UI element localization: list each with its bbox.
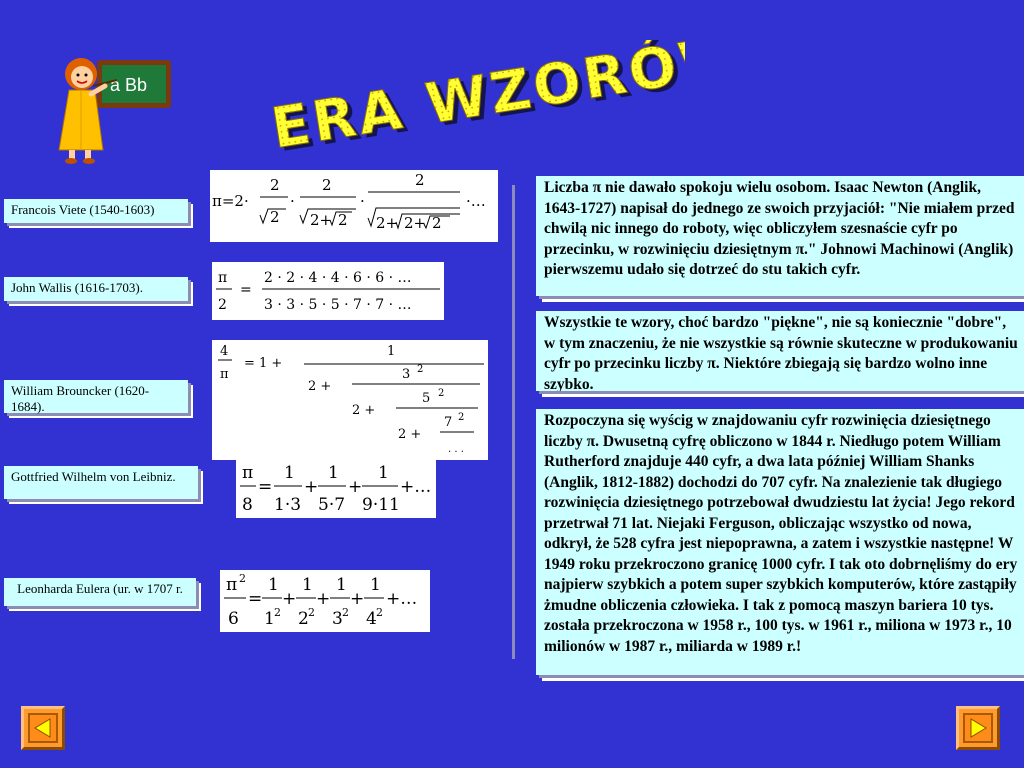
svg-text:+…: +…	[400, 477, 432, 497]
svg-text:9·11: 9·11	[362, 495, 400, 515]
svg-text:π: π	[242, 463, 254, 483]
svg-text:π: π	[220, 367, 229, 382]
svg-text:·…: ·…	[466, 192, 486, 210]
svg-text:2: 2	[322, 176, 332, 194]
svg-text:1·3: 1·3	[274, 495, 302, 515]
svg-text:8: 8	[242, 495, 253, 515]
svg-text:2: 2	[415, 171, 425, 189]
page-title-shadow: ERA WZORÓW	[271, 40, 685, 166]
arrow-left-icon	[30, 715, 56, 741]
formula-viete	[210, 170, 498, 242]
text-box-digits-race: Rozpoczyna się wyścig w znajdowaniu cyfr rozwinięcia dziesiętnego liczby π. Dwusetną cyfrę obliczono w 1844 r. Niedługo potem William Rutherford znajduje 440 cyfr, a dwa lata później William Shanks (Anglik, 1812-1882) dochodzi do 707 cyfr. Na znalezienie tak długiego rozwinięcia dziesiętnego potrzebował dwudziestu lat życia! Jego rekord przetrwał 71 lat. Niejaki Ferguson, obliczając wszystko od nowa, odkrył, że 528 cyfra jest niepoprawna, a zatem i wszystkie następne! W 1949 roku przekroczono granicę 1000 cyfr. I tak oto dobrnęliśmy do ery najpierw szybkich a potem super szybkich komputerów, które zastąpiły żmudne obliczenia człowieka. I tak z pomocą maszyn bariera 10 tys. została przekroczona w 1958 r., 100 tys. w 1961 r., miliona w 1973 r., 10 milionów w 1987 r., miliarda w 1989 r.!	[536, 409, 1024, 675]
svg-text:2: 2	[270, 176, 280, 194]
svg-text:1: 1	[302, 575, 313, 595]
svg-text:1: 1	[284, 463, 295, 483]
svg-text:2+: 2+	[376, 214, 399, 232]
svg-text:π=2·: π=2·	[212, 192, 249, 210]
page-title-text: ERA WZORÓW	[267, 40, 685, 162]
formula-euler	[220, 570, 430, 632]
svg-text:=: =	[248, 589, 263, 609]
svg-text:1: 1	[370, 575, 381, 595]
svg-text:2: 2	[298, 609, 309, 629]
formula-brouncker	[212, 340, 488, 460]
svg-text:+…: +…	[386, 589, 418, 609]
svg-text:2+: 2+	[310, 211, 333, 229]
svg-text:5: 5	[422, 391, 431, 406]
svg-text:= 1 +: = 1 +	[244, 356, 283, 371]
svg-text:+: +	[304, 477, 319, 497]
svg-text:1: 1	[268, 575, 279, 595]
svg-text:2: 2	[438, 388, 445, 399]
svg-text:2: 2	[239, 572, 246, 585]
svg-text:3: 3	[332, 609, 343, 629]
arrow-right-icon	[965, 715, 991, 741]
svg-text:3 · 3 · 5 · 5 · 7 · 7 · …: 3 · 3 · 5 · 5 · 7 · 7 · …	[264, 297, 412, 313]
svg-text:1: 1	[328, 463, 339, 483]
svg-text:2: 2	[338, 211, 348, 229]
svg-text:=: =	[258, 477, 273, 497]
svg-text:5·7: 5·7	[318, 495, 346, 515]
formula-leibniz	[236, 458, 436, 518]
page-title	[265, 40, 685, 170]
formula-wallis	[212, 262, 444, 320]
svg-text:·: ·	[360, 192, 365, 210]
svg-text:1: 1	[378, 463, 389, 483]
mathematician-label-viete: Francois Viete (1540-1603)	[4, 199, 188, 223]
mathematician-label-brouncker: William Brouncker (1620-1684).	[4, 380, 188, 413]
svg-text:2 +: 2 +	[352, 403, 376, 418]
board-text: a Bb	[110, 75, 148, 95]
svg-text:2: 2	[376, 606, 383, 619]
svg-text:+: +	[350, 589, 365, 609]
svg-text:2: 2	[432, 214, 442, 232]
svg-text:2: 2	[270, 208, 280, 226]
svg-text:3: 3	[402, 367, 411, 382]
svg-text:4: 4	[366, 609, 377, 629]
text-box-newton: Liczba π nie dawało spokoju wielu osobom. Isaac Newton (Anglik, 1643-1727) napisał do jednego ze swoich przyjaciół: "Nie miałem przed chwilą nic innego do roboty, więc obliczyłem szesnaście cyfr po przecinku, w rozwinięciu dziesiętnym π." Johnowi Machinowi (Anglik) pierwszemu udało się dotrzeć do stu takich cyfr.	[536, 176, 1024, 296]
next-slide-button[interactable]	[956, 706, 1000, 750]
svg-text:1: 1	[264, 609, 275, 629]
svg-text:2: 2	[274, 606, 281, 619]
svg-text:+: +	[282, 589, 297, 609]
vertical-divider	[512, 185, 515, 659]
svg-text:7: 7	[444, 415, 453, 430]
svg-text:. . .: . . .	[448, 444, 464, 455]
teacher-clipart-icon	[55, 50, 175, 165]
svg-text:π: π	[226, 575, 238, 595]
svg-text:2: 2	[417, 364, 424, 375]
mathematician-label-euler: Leonharda Eulera (ur. w 1707 r.	[4, 578, 196, 606]
svg-text:+: +	[348, 477, 363, 497]
svg-text:1: 1	[387, 344, 396, 359]
svg-text:2 +: 2 +	[398, 427, 422, 442]
svg-text:2 +: 2 +	[308, 379, 332, 394]
svg-text:2: 2	[458, 412, 465, 423]
svg-text:2: 2	[218, 297, 227, 313]
previous-slide-button[interactable]	[21, 706, 65, 750]
mathematician-label-wallis: John Wallis (1616-1703).	[4, 277, 188, 301]
svg-text:+: +	[316, 589, 331, 609]
text-box-formulas-quality: Wszystkie te wzory, choć bardzo "piękne", nie są koniecznie "dobre", w tym znaczeniu, że nie wszystkie są równie skuteczne w produkowaniu cyfr po przecinku liczby π. Niektóre zbiegają się bardzo wolno inne szybko.	[536, 311, 1024, 391]
svg-text:π: π	[218, 270, 228, 286]
svg-text:2 · 2 · 4 · 4 · 6 · 6 · …: 2 · 2 · 4 · 4 · 6 · 6 · …	[264, 270, 412, 286]
svg-text:=: =	[240, 282, 252, 298]
mathematician-label-leibniz: Gottfried Wilhelm von Leibniz.	[4, 466, 198, 499]
svg-text:1: 1	[336, 575, 347, 595]
svg-text:2: 2	[308, 606, 315, 619]
svg-text:2: 2	[342, 606, 349, 619]
svg-text:4: 4	[220, 344, 229, 359]
svg-text:6: 6	[228, 609, 239, 629]
svg-text:·: ·	[290, 192, 295, 210]
svg-text:2+: 2+	[404, 214, 427, 232]
